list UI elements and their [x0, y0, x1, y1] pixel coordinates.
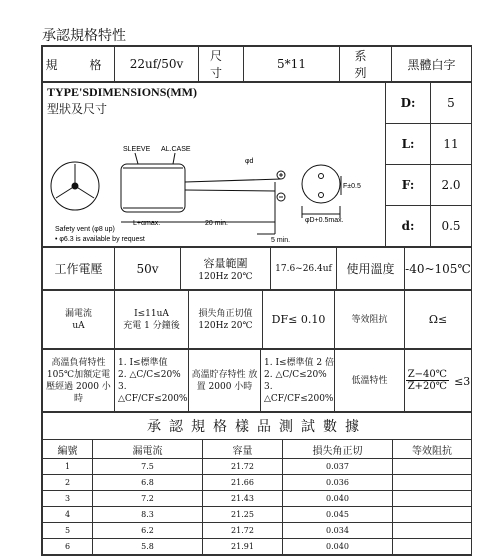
safety-vent-label: Safety vent (φ8 up) [55, 226, 115, 233]
lead-diameter-label: φd [245, 158, 254, 165]
table-row [43, 539, 472, 555]
df-value: DF≤ 0.10 [263, 291, 335, 349]
impedance-ratio [406, 369, 449, 392]
capacitance-range-value: 17.6~26.4uf [271, 248, 337, 290]
column-header: 容量 [203, 440, 283, 459]
table-cell: 0.045 [283, 507, 393, 523]
table-row [43, 459, 472, 475]
shelf-life-items [261, 350, 335, 412]
df-condition: 120Hz 20℃ [198, 320, 253, 331]
table-row [43, 491, 472, 507]
ratio-denominator: Z+20℃ [407, 381, 447, 392]
table-cell: 0.040 [283, 491, 393, 507]
spec-label: 規 格 [43, 47, 115, 82]
table-cell [393, 539, 472, 555]
table-cell [393, 507, 472, 523]
working-voltage-label: 工作電壓 [43, 248, 115, 290]
capacitance-range-cell [181, 248, 271, 290]
dim-label: d: [386, 206, 431, 247]
dimension-heading-en: TYPE'SDIMENSIONS(MM) [47, 85, 198, 99]
size-value: 5*11 [244, 47, 340, 82]
table-cell: 6.2 [93, 523, 203, 539]
leakage-table [42, 290, 472, 349]
dim-value: 11 [431, 124, 472, 165]
low-temp-label: 低溫特性 [335, 350, 405, 412]
table-cell: 7.2 [93, 491, 203, 507]
leakage-unit: uA [72, 320, 85, 331]
table-cell: 6.8 [93, 475, 203, 491]
working-voltage-value: 50v [115, 248, 181, 290]
table-cell: 3 [43, 491, 93, 507]
spec-sheet [41, 45, 472, 556]
dim-value: 5 [431, 83, 472, 124]
series-value: 黑體白字 [392, 47, 472, 82]
table-cell: 8.3 [93, 507, 203, 523]
esr-label: 等效阻抗 [335, 291, 405, 349]
table-cell: 0.036 [283, 475, 393, 491]
endurance-item: 1. I≤標準值 [118, 357, 168, 368]
dim-label: L: [386, 124, 431, 165]
table-cell: 5.8 [93, 539, 203, 555]
endurance-table [42, 349, 472, 412]
dimension-drawing-cell [43, 83, 386, 247]
table-row [43, 507, 472, 523]
esr-value: Ω≤ [405, 291, 472, 349]
test-data-header-row [43, 440, 472, 459]
table-cell: 0.034 [283, 523, 393, 539]
dim-label: F: [386, 165, 431, 206]
table-cell: 21.25 [203, 507, 283, 523]
endurance-items [115, 350, 189, 412]
dim-value: 2.0 [431, 165, 472, 206]
table-cell: 21.72 [203, 459, 283, 475]
table-cell: 6 [43, 539, 93, 555]
column-header: 漏電流 [93, 440, 203, 459]
leakage-label-cell [43, 291, 115, 349]
lead-min5-label: 5 min. [271, 237, 291, 244]
df-label: 損失角正切值 [198, 308, 253, 319]
table-row [43, 523, 472, 539]
spec-row [43, 47, 472, 82]
lead-spacing-label: F±0.5 [343, 183, 361, 190]
spec-value: 22uf/50v [115, 47, 199, 82]
temperature-value: -40~105℃ [405, 248, 472, 290]
dim-label: D: [386, 83, 431, 124]
leakage-value: I≤11uA [134, 308, 169, 319]
table-cell: 0.037 [283, 459, 393, 475]
low-temp-ratio [405, 350, 472, 412]
table-cell [393, 475, 472, 491]
df-label-cell [189, 291, 263, 349]
table-cell: 2 [43, 475, 93, 491]
sleeve-label: SLEEVE [123, 146, 151, 153]
shelf-life-item: 3. △CF/CF≤200% [264, 381, 334, 404]
capacitor-drawing [43, 118, 383, 248]
shelf-life-item: 1. I≤標準值 2 倍 [264, 357, 334, 368]
endurance-label: 高溫負荷特性 105℃加額定電壓經過 2000 小時 [43, 350, 115, 412]
capacitance-range-sub: 120Hz 20℃ [198, 271, 253, 282]
table-cell [393, 491, 472, 507]
table-cell: 21.43 [203, 491, 283, 507]
leakage-label: 漏電流 [64, 308, 92, 319]
temperature-label: 使用溫度 [337, 248, 405, 290]
spec-table [42, 46, 472, 82]
document-title: 承認規格特性 [42, 28, 126, 44]
leakage-value-cell [115, 291, 189, 349]
shelf-life-label: 高溫貯存特性 放置 2000 小時 [189, 350, 261, 412]
ratings-table [42, 247, 472, 290]
test-data-table [42, 412, 472, 555]
ratio-limit: ≤3 [454, 375, 471, 388]
table-cell: 7.5 [93, 459, 203, 475]
dimension-table [42, 82, 472, 247]
table-cell: 4 [43, 507, 93, 523]
dim-value: 0.5 [431, 206, 472, 247]
table-cell [393, 459, 472, 475]
size-label: 尺 寸 [199, 47, 244, 82]
table-row [43, 475, 472, 491]
length-label: L+αmax. [133, 220, 161, 227]
ratio-numerator: Z−40℃ [407, 369, 447, 380]
column-header: 編號 [43, 440, 93, 459]
table-cell: 21.91 [203, 539, 283, 555]
endurance-item: 2. △C/C≤20% [118, 369, 181, 380]
diameter-label: φD+0.5max. [305, 217, 344, 224]
lead-min-label: 20 min. [205, 220, 228, 227]
table-cell: 21.72 [203, 523, 283, 539]
table-cell: 5 [43, 523, 93, 539]
test-data-title: 承認規格樣品測試數據 [43, 413, 472, 440]
table-cell: 1 [43, 459, 93, 475]
dimension-heading-zh: 型狀及尺寸 [47, 102, 108, 116]
table-cell [393, 523, 472, 539]
capacitance-range-label: 容量範圍 [203, 256, 248, 270]
column-header: 損失角正切 [283, 440, 393, 459]
series-label: 系 列 [340, 47, 392, 82]
column-header: 等效阻抗 [393, 440, 472, 459]
availability-label: • φ6.3 is available by request [55, 236, 145, 243]
shelf-life-item: 2. △C/C≤20% [264, 369, 327, 380]
endurance-item: 3. △CF/CF≤200% [118, 381, 188, 404]
al-case-label: AL.CASE [161, 146, 191, 153]
table-cell: 21.66 [203, 475, 283, 491]
table-cell: 0.040 [283, 539, 393, 555]
leakage-condition: 充電 1 分鐘後 [123, 320, 180, 331]
